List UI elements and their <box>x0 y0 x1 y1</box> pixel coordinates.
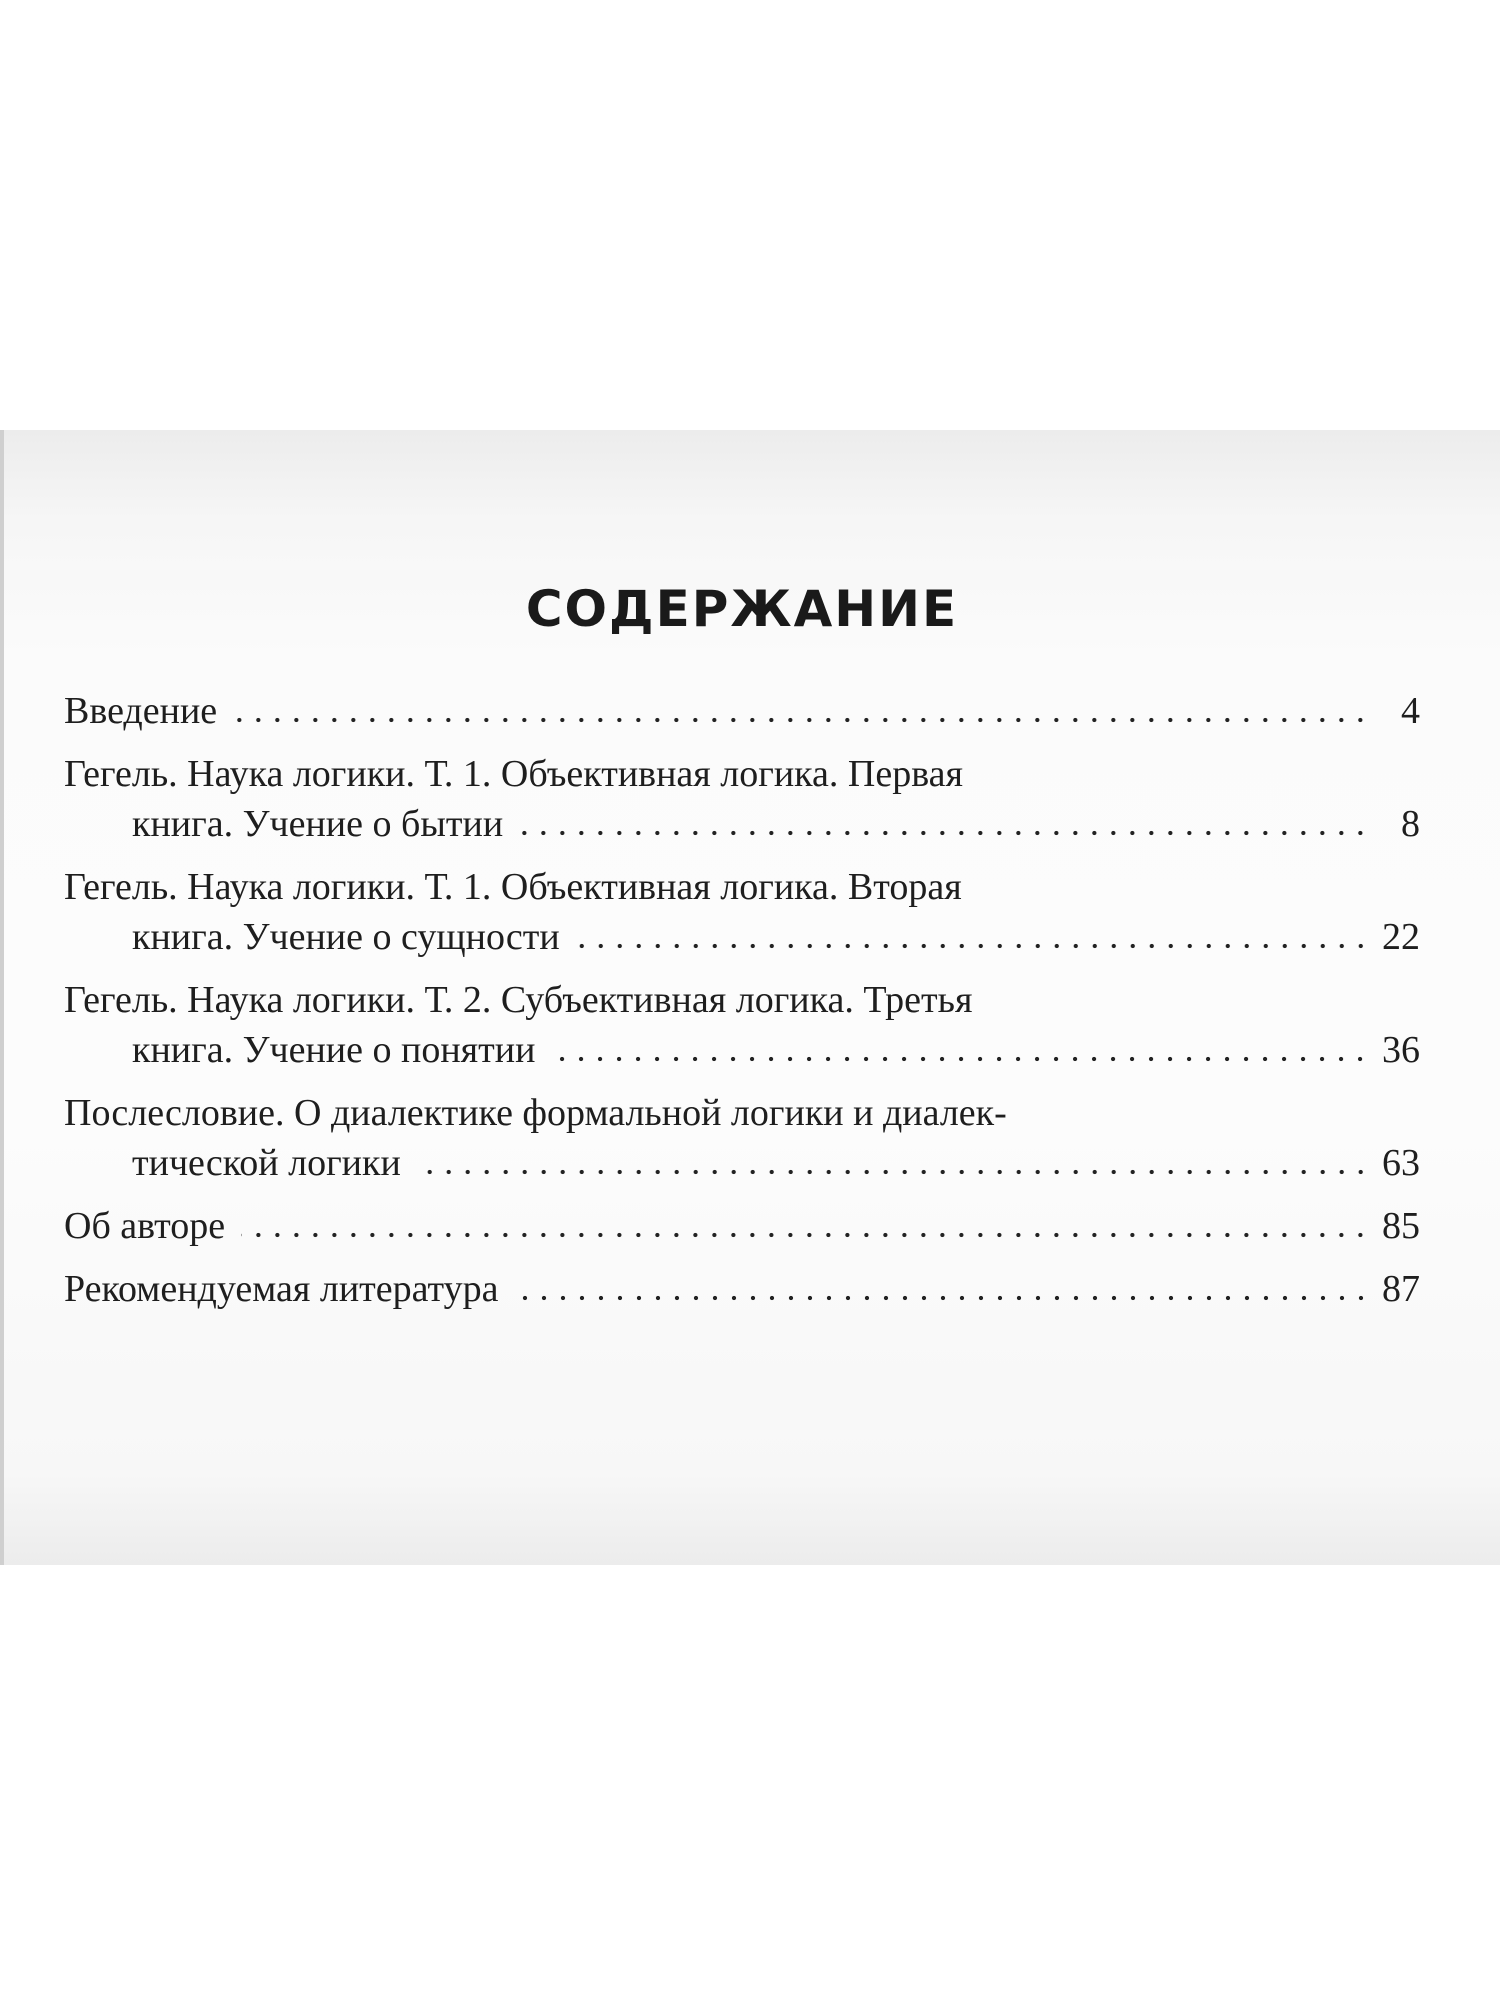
toc-entry-afterword <box>64 1088 1420 1188</box>
toc-entry-title: Введение <box>64 690 218 732</box>
toc-entry-row <box>64 1201 1420 1251</box>
toc-entry-row <box>64 686 1420 736</box>
toc-dot-leader <box>515 1295 1370 1301</box>
toc-list <box>64 686 1420 1314</box>
toc-entry-row <box>64 1138 1420 1188</box>
toc-entry-title-line2: книга. Учение о понятии <box>132 1029 536 1071</box>
toc-entry-doctrine-of-concept <box>64 975 1420 1075</box>
toc-dot-leader <box>576 943 1370 949</box>
toc-dot-leader <box>241 1232 1370 1238</box>
toc-entry-row <box>64 1264 1420 1314</box>
toc-entry-title-line1: Гегель. Наука логики. Т. 1. Объективная логика. Вторая <box>64 866 962 908</box>
toc-page-number: 4 <box>1401 690 1420 732</box>
toc-page-number: 85 <box>1382 1205 1420 1247</box>
page-edge <box>0 430 4 1565</box>
toc-entry-title-line2: книга. Учение о сущности <box>132 916 560 958</box>
toc-entry-row <box>64 1025 1420 1075</box>
toc-dot-leader <box>519 830 1370 836</box>
toc-page-number: 63 <box>1382 1142 1420 1184</box>
toc-entry-row <box>64 912 1420 962</box>
toc-entry-title: Об авторе <box>64 1205 226 1247</box>
toc-page-number: 36 <box>1382 1029 1420 1071</box>
toc-page-number: 22 <box>1382 916 1420 958</box>
toc-entry-title: Рекомендуемая литература <box>64 1268 499 1310</box>
toc-entry-doctrine-of-being <box>64 749 1420 849</box>
toc-entry-row <box>64 799 1420 849</box>
toc-entry-doctrine-of-essence <box>64 862 1420 962</box>
table-of-contents <box>64 580 1420 1327</box>
toc-entry-title-line2: тической логики <box>132 1142 401 1184</box>
toc-dot-leader <box>551 1056 1370 1062</box>
toc-page-number: 87 <box>1382 1268 1420 1310</box>
toc-entry-recommended-literature <box>64 1264 1420 1314</box>
toc-entry-title-line1: Гегель. Наука логики. Т. 2. Субъективная логика. Третья <box>64 979 973 1021</box>
toc-entry-about-author <box>64 1201 1420 1251</box>
toc-entry-introduction <box>64 686 1420 736</box>
toc-dot-leader <box>417 1169 1370 1175</box>
toc-entry-title-line2: книга. Учение о бытии <box>132 803 504 845</box>
toc-title: СОДЕРЖАНИЕ <box>525 580 959 638</box>
toc-page-number: 8 <box>1401 803 1420 845</box>
toc-entry-title-line1: Гегель. Наука логики. Т. 1. Объективная логика. Первая <box>64 753 964 795</box>
toc-dot-leader <box>233 717 1370 723</box>
toc-entry-title-line1: Послесловие. О диалектике формальной логики и диалек- <box>64 1092 1007 1134</box>
